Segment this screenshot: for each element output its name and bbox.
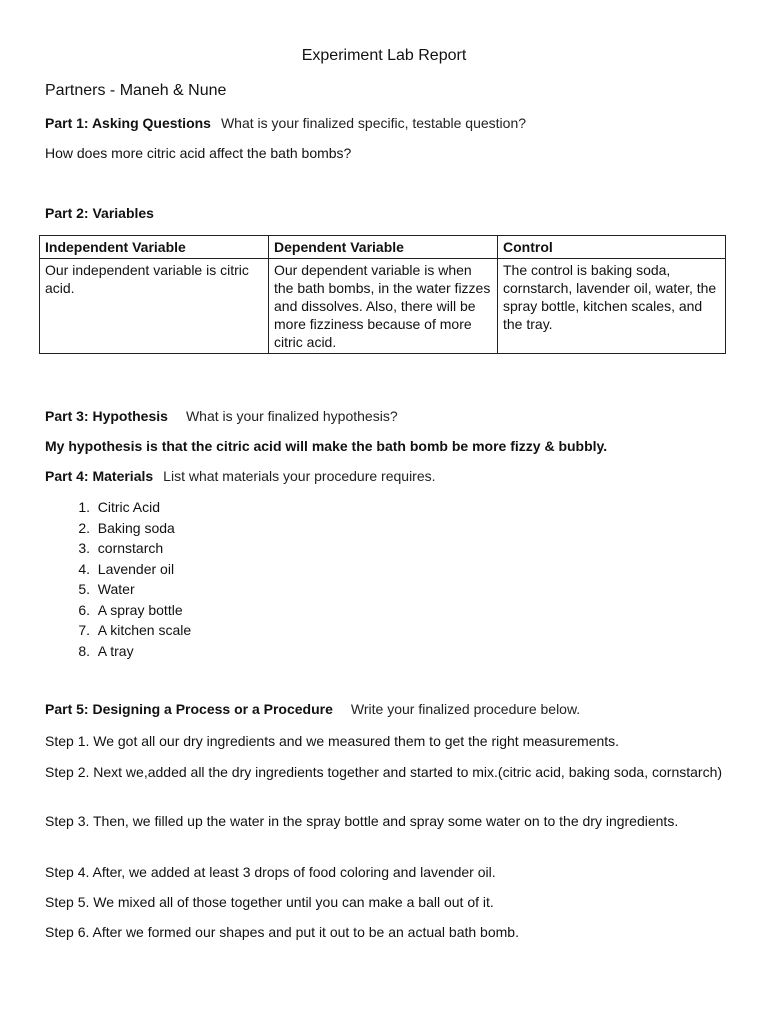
- materials-list: [45, 497, 191, 661]
- list-item-number: 8.: [78, 642, 90, 659]
- part4-heading: Part 4: Materials: [45, 468, 154, 484]
- variables-table: [39, 235, 726, 354]
- header-independent-variable: Independent Variable: [40, 236, 269, 259]
- cell-dependent-variable: Our dependent variable is when the bath bombs, in the water fizzes and dissolves. Also, there will be more fizziness because of more citric acid.: [269, 259, 498, 354]
- procedure-step: Step 2. Next we,added all the dry ingredients together and started to mix.(citric acid, baking soda, cornstarch): [45, 764, 723, 780]
- cell-control: The control is baking soda, cornstarch, lavender oil, water, the spray bottle, kitchen scales, and the tray.: [498, 259, 726, 354]
- part3-prompt: What is your finalized hypothesis?: [185, 408, 398, 424]
- list-item-text: Lavender oil: [97, 560, 175, 577]
- list-item-text: A kitchen scale: [97, 622, 192, 638]
- part1-heading-line: [45, 115, 526, 131]
- list-item-number: 4.: [78, 560, 90, 577]
- report-title: Experiment Lab Report: [301, 47, 467, 64]
- table-header-row: [40, 236, 726, 259]
- list-item-number: 5.: [78, 581, 90, 597]
- list-item-text: Water: [97, 581, 135, 597]
- procedure-step: Step 5. We mixed all of those together until you can make a ball out of it.: [45, 894, 494, 910]
- header-control: Control: [498, 236, 726, 259]
- table-row: [40, 259, 726, 354]
- cell-independent-variable: Our independent variable is citric acid.: [40, 259, 269, 354]
- procedure-step: Step 3. Then, we filled up the water in the spray bottle and spray some water on to the dry ingredients.: [45, 813, 679, 829]
- part3-heading-line: [45, 408, 398, 424]
- part4-heading-line: [45, 468, 436, 484]
- list-item: [45, 538, 191, 559]
- part5-heading: Part 5: Designing a Process or a Procedure: [45, 701, 333, 717]
- list-item-number: 1.: [78, 499, 90, 515]
- procedure-step: Step 1. We got all our dry ingredients and we measured them to get the right measurements.: [45, 733, 620, 749]
- list-item-number: 7.: [78, 622, 90, 638]
- list-item: [45, 559, 191, 580]
- list-item-text: A tray: [97, 642, 134, 659]
- list-item-number: 3.: [78, 540, 90, 556]
- list-item: [45, 518, 191, 539]
- part3-heading: Part 3: Hypothesis: [45, 408, 168, 424]
- list-item: [45, 620, 191, 641]
- list-item-number: 6.: [78, 601, 90, 618]
- list-item: [45, 579, 191, 600]
- header-dependent-variable: Dependent Variable: [269, 236, 498, 259]
- procedure-step: Step 6. After we formed our shapes and put it out to be an actual bath bomb.: [45, 924, 519, 940]
- list-item-text: Citric Acid: [97, 499, 161, 515]
- part5-heading-line: [45, 701, 580, 717]
- part2-heading: Part 2: Variables: [45, 205, 154, 221]
- part1-heading: Part 1: Asking Questions: [45, 115, 211, 131]
- part4-prompt: List what materials your procedure requires.: [163, 468, 436, 484]
- part1-answer: How does more citric acid affect the bath bombs?: [45, 145, 352, 161]
- list-item-text: A spray bottle: [97, 601, 183, 618]
- procedure-step: Step 4. After, we added at least 3 drops of food coloring and lavender oil.: [45, 864, 496, 880]
- list-item: [45, 497, 191, 518]
- list-item: [45, 600, 191, 621]
- partners-line: Partners - Maneh & Nune: [45, 82, 227, 99]
- list-item-text: Baking soda: [97, 519, 175, 536]
- part3-answer: My hypothesis is that the citric acid will make the bath bomb be more fizzy & bubbly.: [45, 438, 608, 454]
- part1-prompt: What is your finalized specific, testable question?: [220, 115, 527, 131]
- part5-prompt: Write your finalized procedure below.: [350, 701, 581, 717]
- list-item-number: 2.: [78, 519, 90, 536]
- list-item: [45, 641, 191, 662]
- list-item-text: cornstarch: [97, 540, 164, 556]
